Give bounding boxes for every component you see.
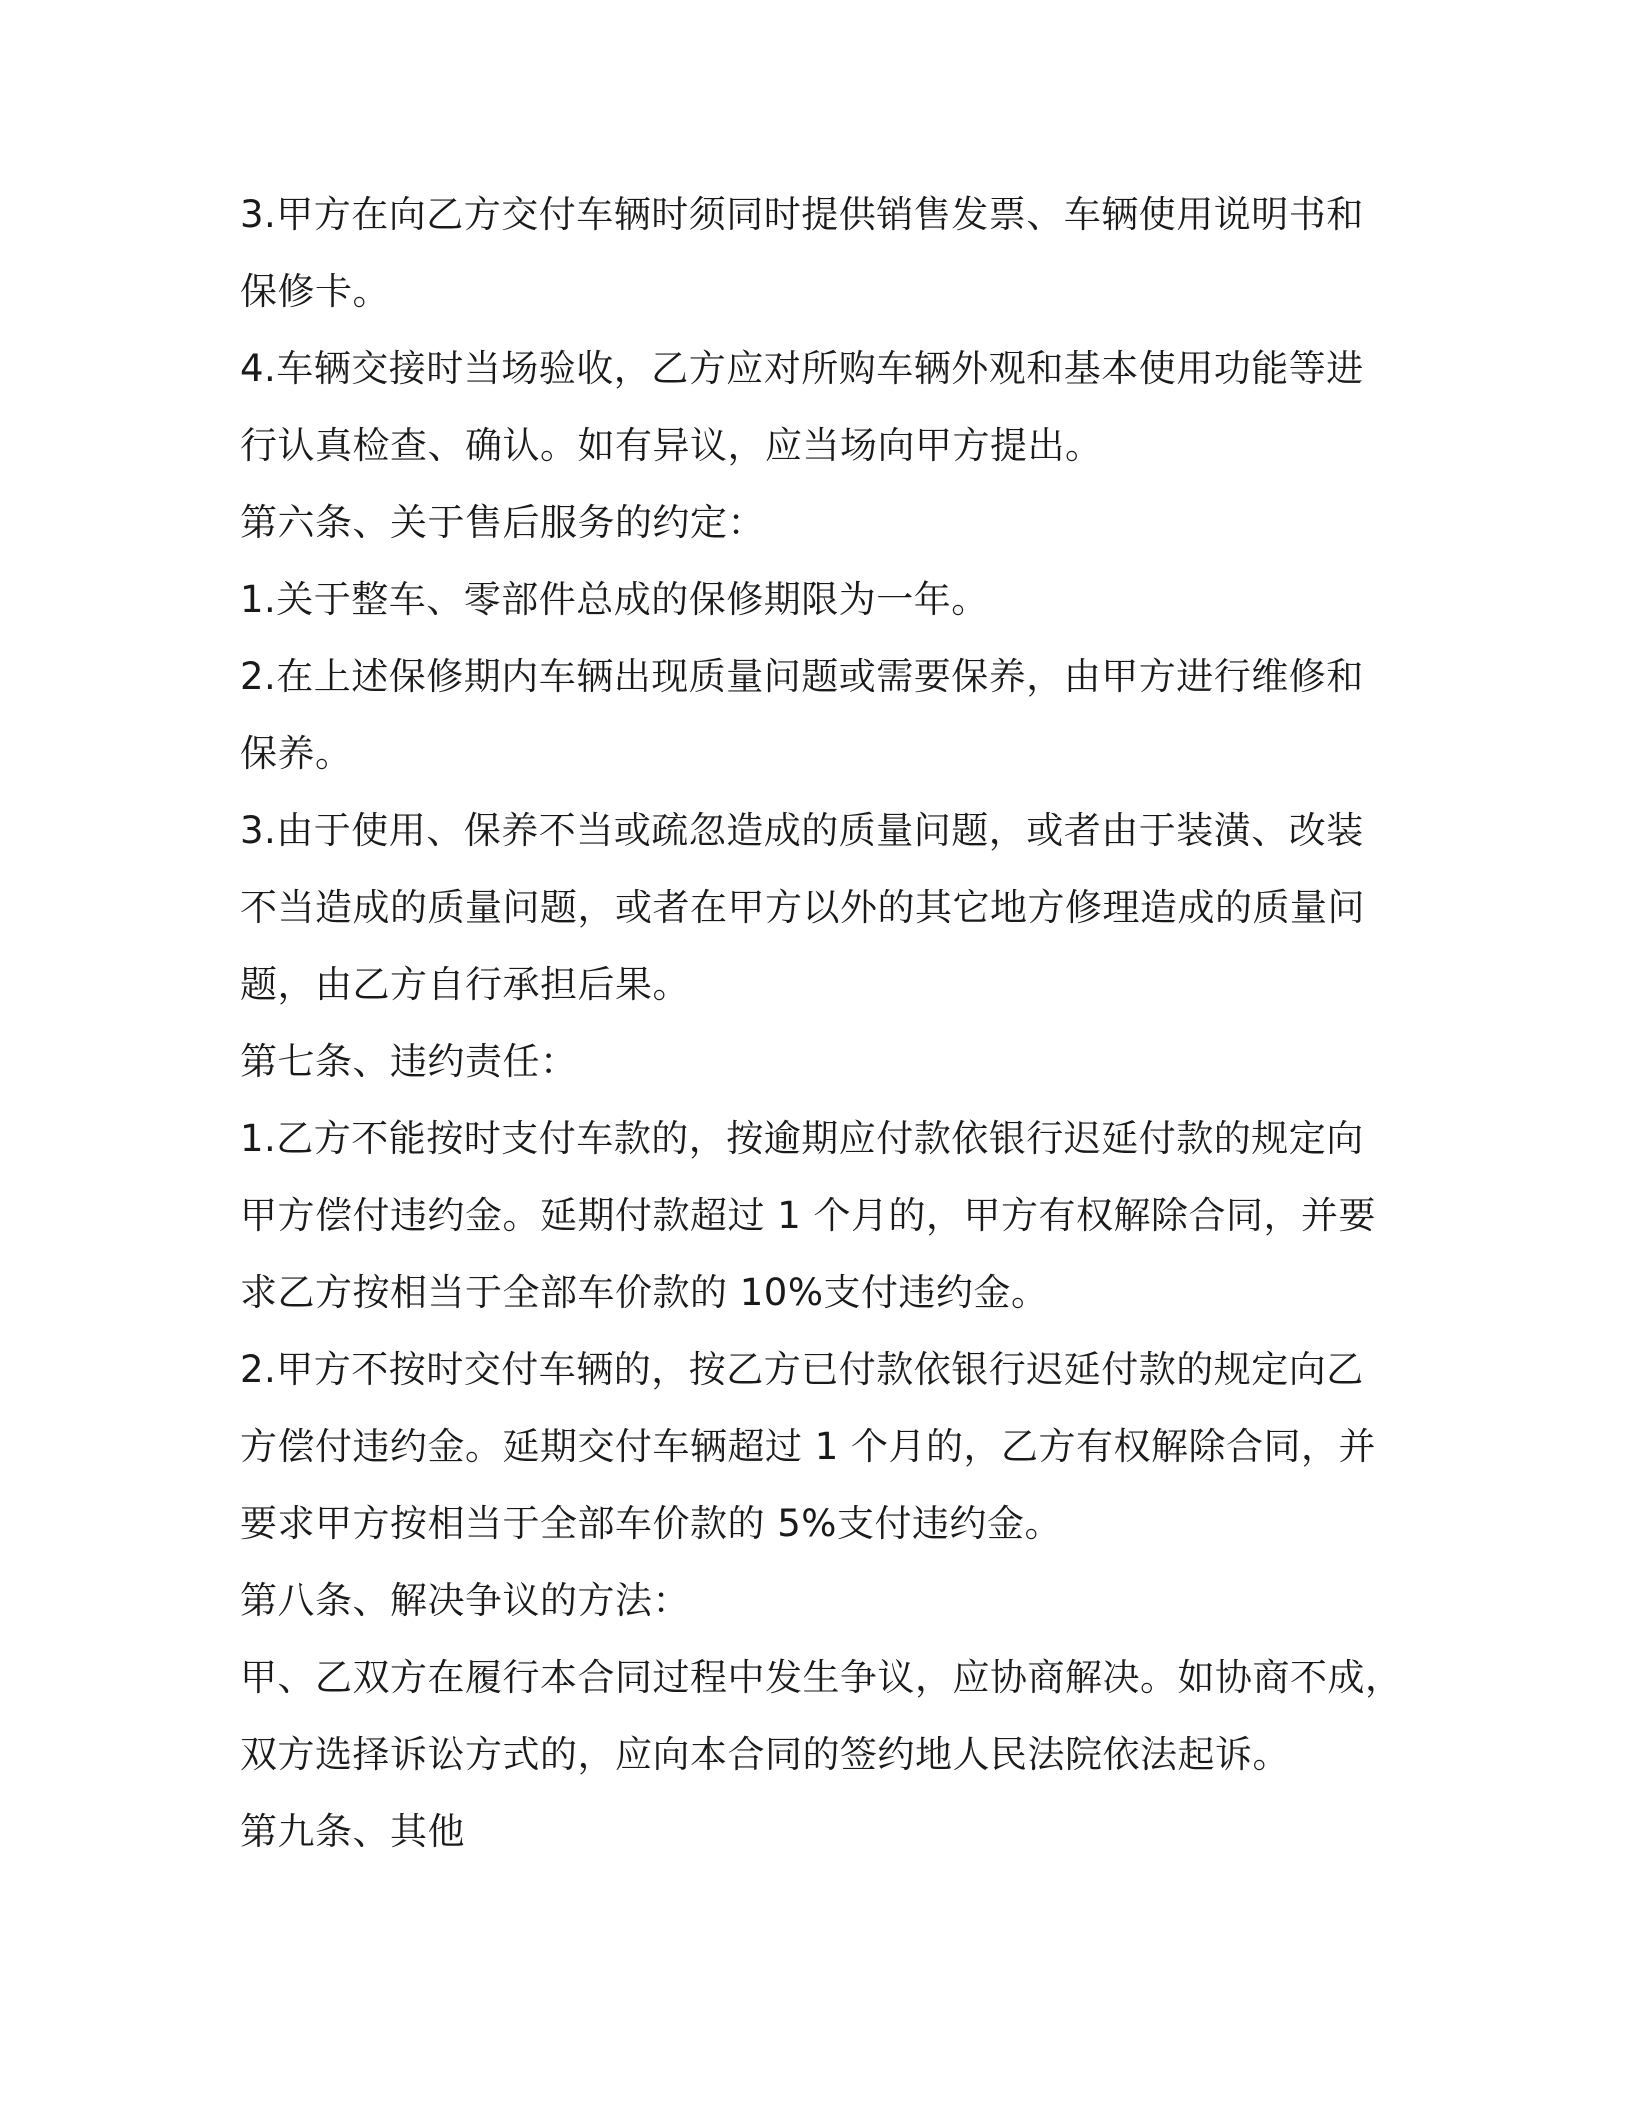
text-line: 1.乙方不能按时支付车款的，按逾期应付款依银行迟延付款的规定向 <box>240 1117 1364 1160</box>
text-line: 1.关于整车、零部件总成的保修期限为一年。 <box>240 578 989 621</box>
text-line: 4.车辆交接时当场验收，乙方应对所购车辆外观和基本使用功能等进 <box>240 347 1364 390</box>
text-line: 要求甲方按相当于全部车价款的 5%支付违约金。 <box>240 1502 1062 1545</box>
text-line: 求乙方按相当于全部车价款的 10%支付违约金。 <box>240 1271 1049 1314</box>
section-heading-6: 第六条、关于售后服务的约定： <box>240 501 765 544</box>
text-line: 方偿付违约金。延期交付车辆超过 1 个月的，乙方有权解除合同，并 <box>240 1425 1377 1468</box>
text-line: 甲方偿付违约金。延期付款超过 1 个月的，甲方有权解除合同，并要 <box>240 1194 1377 1237</box>
text-line: 2.甲方不按时交付车辆的，按乙方已付款依银行迟延付款的规定向乙 <box>240 1348 1364 1391</box>
section-heading-8: 第八条、解决争议的方法： <box>240 1579 690 1622</box>
text-line: 甲、乙双方在履行本合同过程中发生争议，应协商解决。如协商不成， <box>240 1656 1403 1699</box>
text-line: 2.在上述保修期内车辆出现质量问题或需要保养，由甲方进行维修和 <box>240 655 1364 698</box>
text-line: 题，由乙方自行承担后果。 <box>240 963 690 1006</box>
section-heading-9: 第九条、其他 <box>240 1810 465 1853</box>
text-line: 行认真检查、确认。如有异议，应当场向甲方提出。 <box>240 424 1103 467</box>
text-line: 保养。 <box>240 732 353 775</box>
text-line: 3.甲方在向乙方交付车辆时须同时提供销售发票、车辆使用说明书和 <box>240 193 1364 236</box>
text-line: 双方选择诉讼方式的，应向本合同的签约地人民法院依法起诉。 <box>240 1733 1290 1776</box>
text-line: 3.由于使用、保养不当或疏忽造成的质量问题，或者由于装潢、改装 <box>240 809 1364 852</box>
section-heading-7: 第七条、违约责任： <box>240 1040 578 1083</box>
text-line: 保修卡。 <box>240 270 390 313</box>
text-line: 不当造成的质量问题，或者在甲方以外的其它地方修理造成的质量问 <box>240 886 1365 929</box>
